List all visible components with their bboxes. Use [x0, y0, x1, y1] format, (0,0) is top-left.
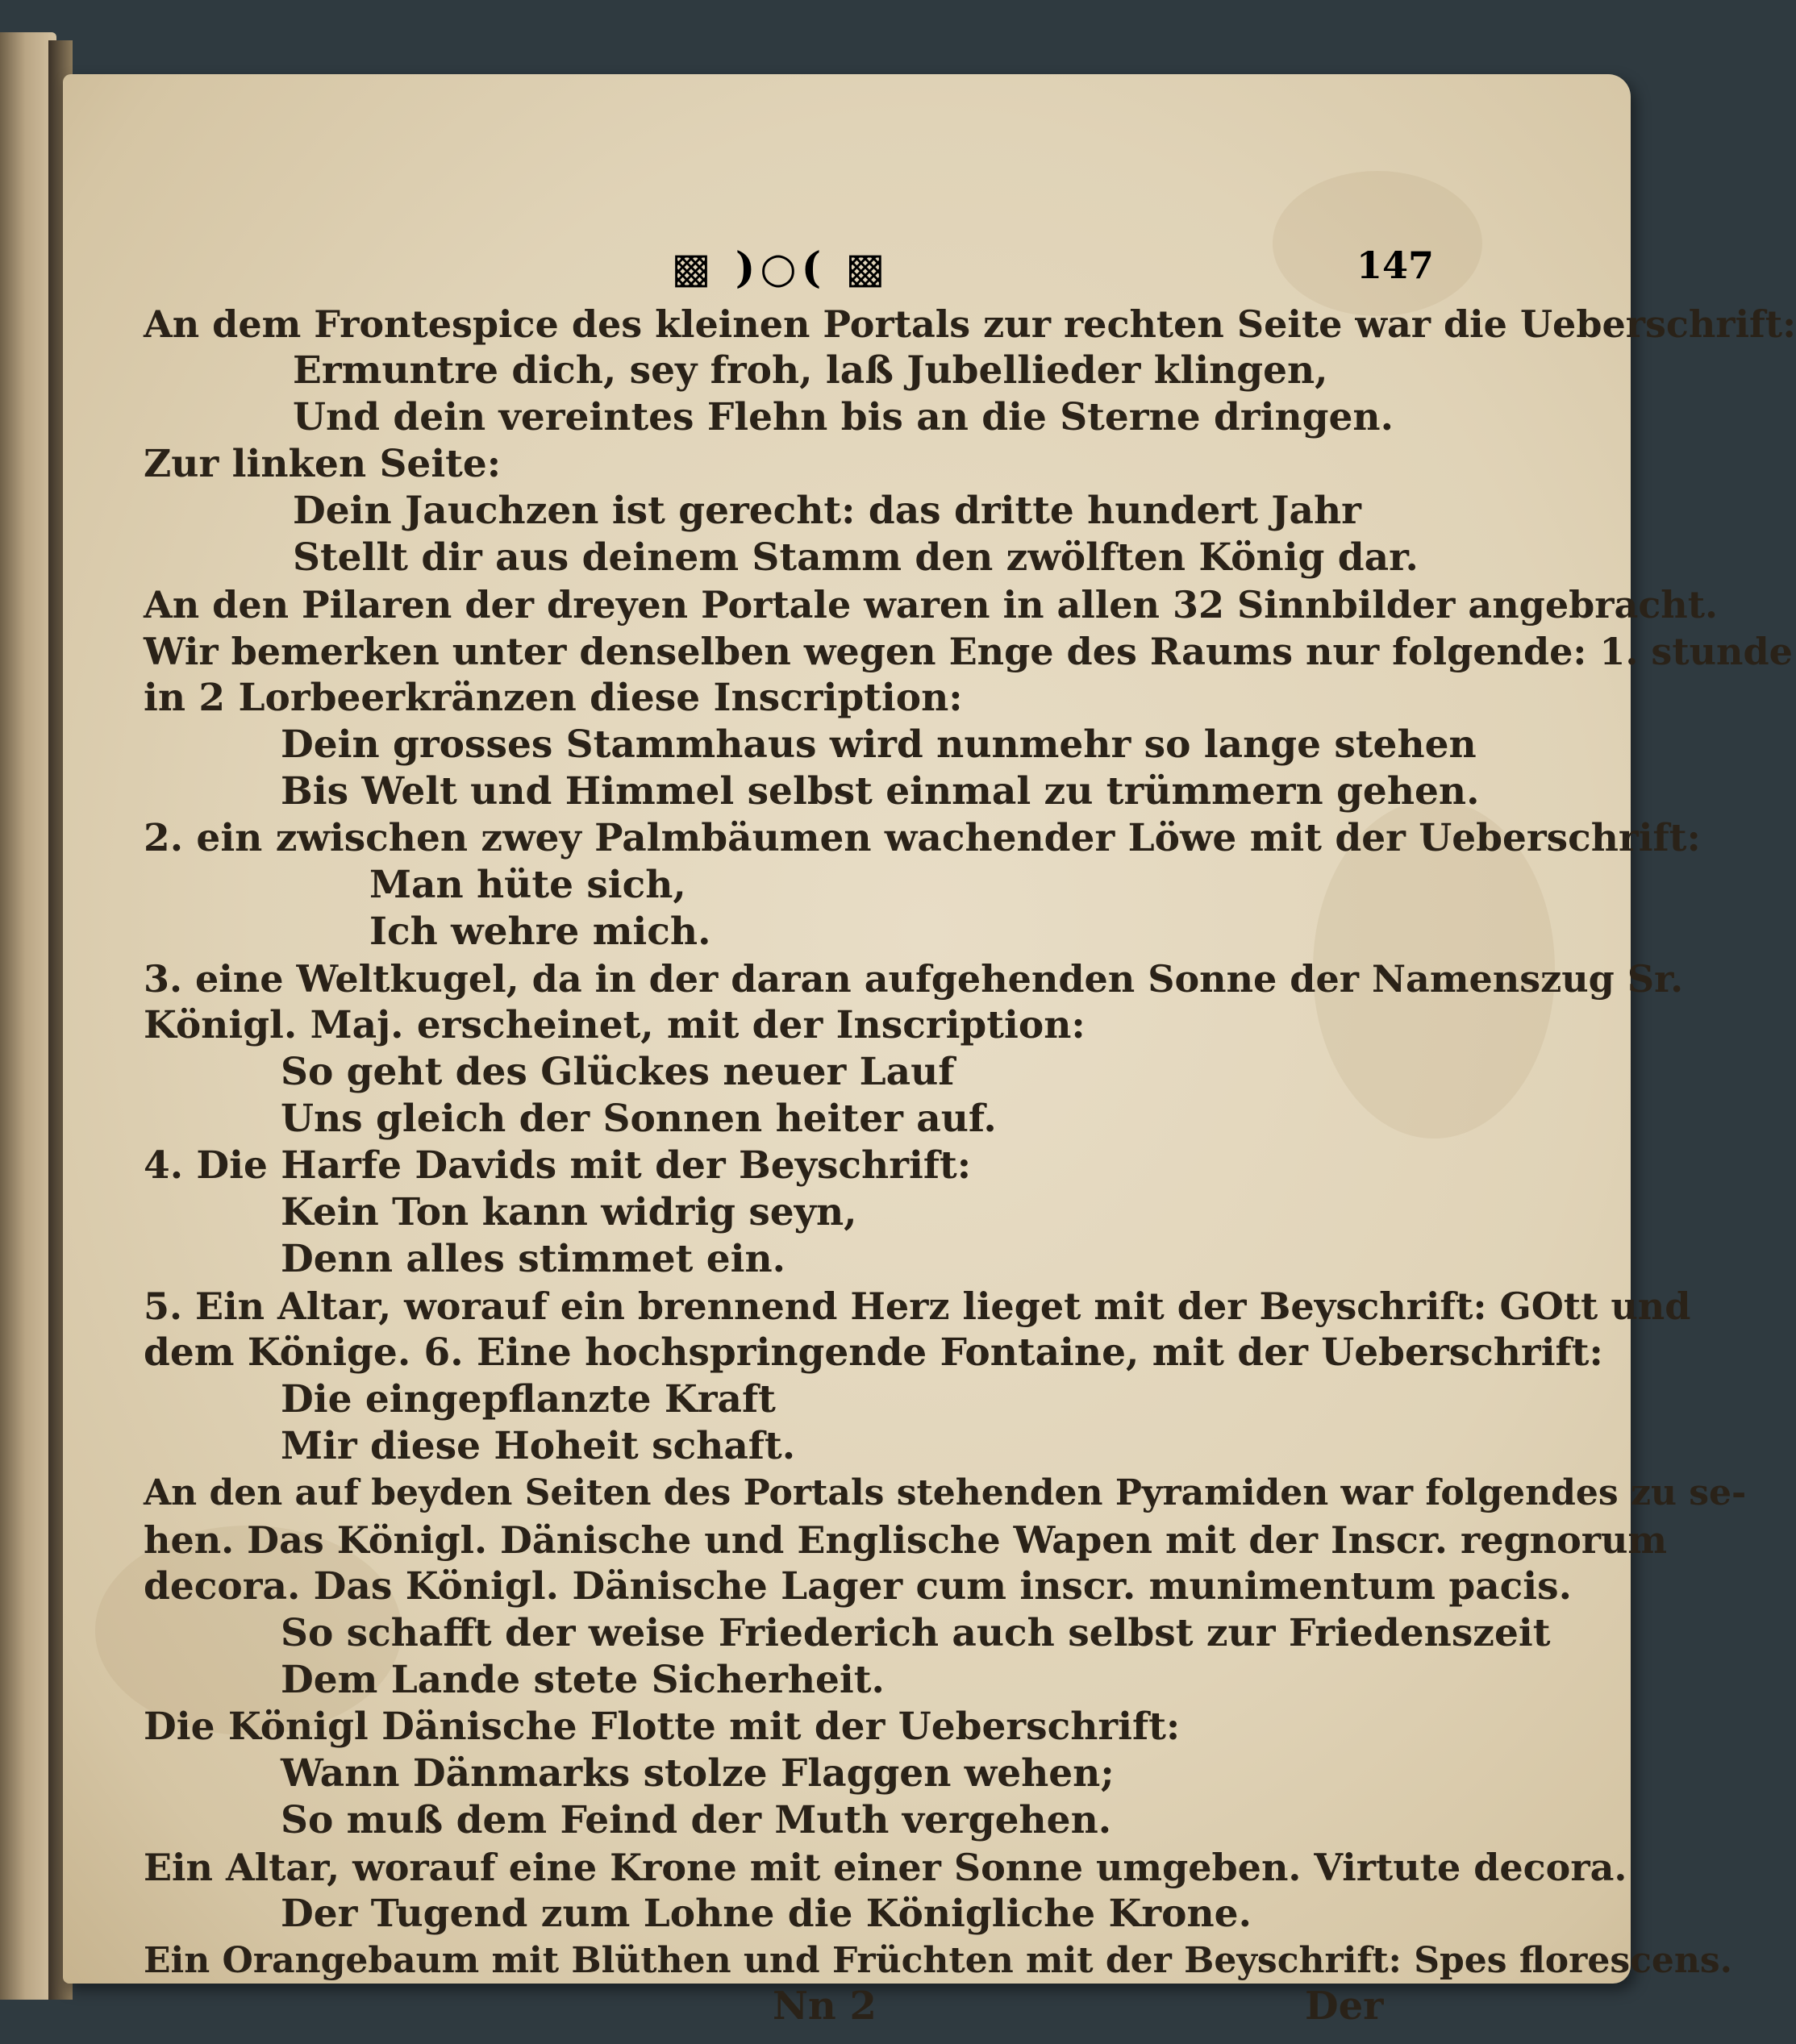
- verse-line: Bis Welt und Himmel selbst einmal zu trümmern gehen.: [281, 769, 1480, 814]
- page-header: [144, 244, 1434, 300]
- text-line: 4. Die Harfe Davids mit der Beyschrift:: [144, 1143, 972, 1188]
- verse-line: Mir diese Hoheit schaft.: [281, 1424, 796, 1468]
- text-line: Zur linken Seite:: [144, 442, 502, 486]
- text-line: dem Könige. 6. Eine hochspringende Fontaine, mit der Ueberschrift:: [144, 1330, 1603, 1375]
- page-number: 147: [1356, 244, 1434, 287]
- text-line: decora. Das Königl. Dänische Lager cum inscr. munimentum pacis.: [144, 1564, 1572, 1609]
- text-line: An den auf beyden Seiten des Portals stehenden Pyramiden war folgendes zu se-: [144, 1472, 1747, 1513]
- verse-line: So muß dem Feind der Muth vergehen.: [281, 1798, 1112, 1842]
- text-line: hen. Das Königl. Dänische und Englische Wapen mit der Inscr. regnorum: [144, 1518, 1668, 1562]
- catchword: Der: [1305, 1984, 1384, 2029]
- text-line: 5. Ein Altar, worauf ein brennend Herz lieget mit der Beyschrift: GOtt und: [144, 1284, 1691, 1328]
- signature-mark: Nn 2: [773, 1984, 877, 2029]
- verse-line: Ermuntre dich, sey froh, laß Jubellieder klingen,: [293, 348, 1328, 393]
- verse-line: Und dein vereintes Flehn bis an die Sterne dringen.: [293, 395, 1394, 439]
- text-line: 2. ein zwischen zwey Palmbäumen wachender Löwe mit der Ueberschrift:: [144, 816, 1701, 860]
- verse-line: So schafft der weise Friederich auch selbst zur Friedenszeit: [281, 1611, 1551, 1655]
- verse-line: Dem Lande stete Sicherheit.: [281, 1658, 885, 1702]
- text-line: Ein Altar, worauf eine Krone mit einer Sonne umgeben. Virtute decora.: [144, 1846, 1627, 1889]
- verse-line: Stellt dir aus deinem Stamm den zwölften König dar.: [293, 535, 1419, 580]
- text-line: Wir bemerken unter denselben wegen Enge des Raums nur folgende: 1. stunde: [144, 630, 1793, 673]
- verse-line: Uns gleich der Sonnen heiter auf.: [281, 1097, 997, 1141]
- text-line: 3. eine Weltkugel, da in der daran aufgehenden Sonne der Namenszug Sr.: [144, 957, 1684, 1001]
- book-page: [63, 74, 1796, 2029]
- verse-line: Ich wehre mich.: [369, 910, 711, 954]
- text-line: Ein Orangebaum mit Blüthen und Früchten mit der Beyschrift: Spes florescens.: [144, 1940, 1732, 1981]
- verse-line: Dein grosses Stammhaus wird nunmehr so lange stehen: [281, 722, 1477, 767]
- running-title-ornament: ▩ )○( ▩: [671, 244, 890, 293]
- verse-line: Der Tugend zum Lohne die Königliche Krone.: [281, 1892, 1252, 1936]
- verse-line: Wann Dänmarks stolze Flaggen wehen;: [281, 1751, 1115, 1796]
- verse-line: So geht des Glückes neuer Lauf: [281, 1050, 955, 1094]
- text-line: An den Pilaren der dreyen Portale waren in allen 32 Sinnbilder angebracht.: [144, 583, 1719, 627]
- verse-line: Kein Ton kann widrig seyn,: [281, 1190, 857, 1234]
- verse-line: Die eingepflanzte Kraft: [281, 1377, 776, 1422]
- text-line: An dem Frontespice des kleinen Portals zur rechten Seite war die Ueberschrift:: [144, 302, 1796, 346]
- text-line: Königl. Maj. erscheinet, mit der Inscription:: [144, 1003, 1086, 1047]
- verse-line: Denn alles stimmet ein.: [281, 1237, 786, 1281]
- text-line: in 2 Lorbeerkränzen diese Inscription:: [144, 676, 963, 720]
- verse-line: Man hüte sich,: [369, 863, 686, 907]
- text-line: Die Königl Dänische Flotte mit der Ueberschrift:: [144, 1705, 1181, 1749]
- verse-line: Dein Jauchzen ist gerecht: das dritte hundert Jahr: [293, 489, 1361, 533]
